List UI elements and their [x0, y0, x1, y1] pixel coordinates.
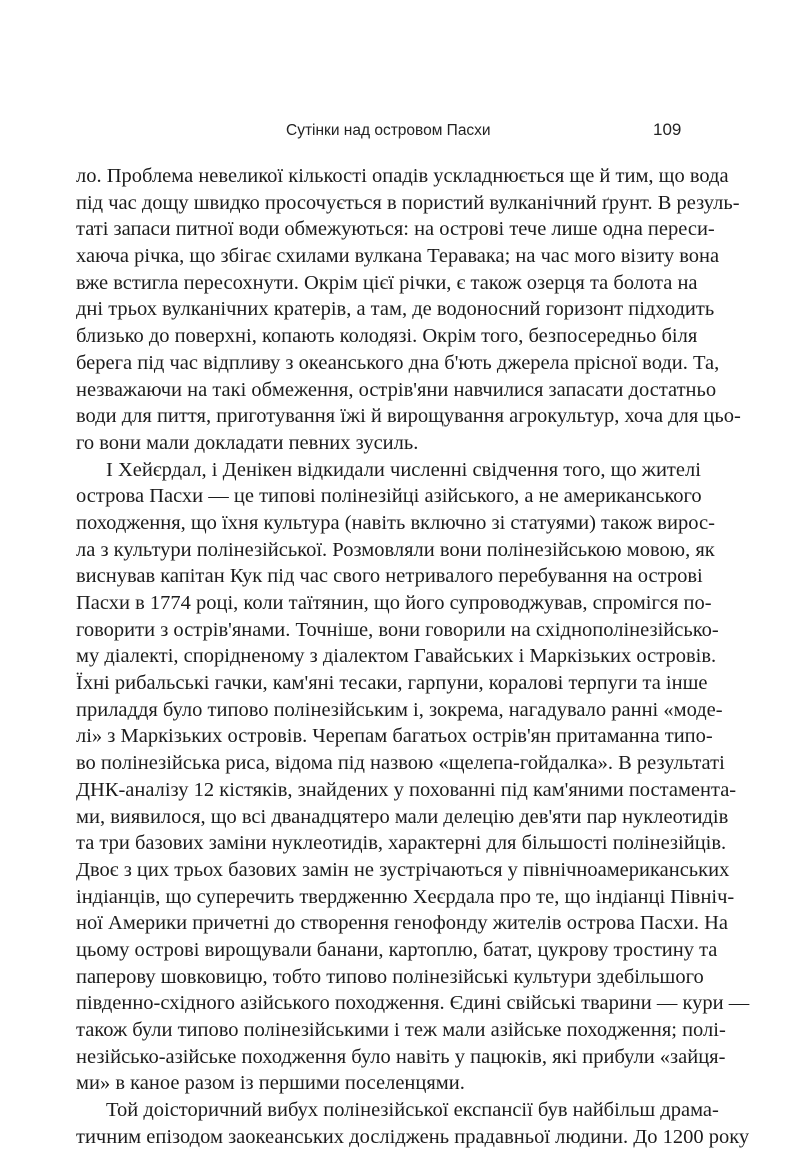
- text-line: дні трьох вулканічних кратерів, а там, де водоносний горизонт підходить: [76, 298, 715, 321]
- text-line: берега під час відпливу з океанського дна б'ють джерела прісної води. Та,: [76, 351, 720, 374]
- text-line: та три базових заміни нуклеотидів, характерні для більшості полінезійців.: [76, 832, 727, 855]
- text-line: острова Пасхи — це типові полінезійці азійського, а не американського: [76, 485, 702, 508]
- text-line: цьому острові вирощували банани, картоплю, батат, цукрову тростину та: [76, 938, 718, 961]
- text-line: лі» з Маркізьких островів. Черепам багатьох острів'ян притаманна типо-: [76, 725, 713, 748]
- text-line: ної Америки причетні до створення генофонду жителів острова Пасхи. На: [76, 912, 729, 935]
- text-line: індіанців, що суперечить твердженню Хеєрдала про те, що індіанці Північ-: [76, 885, 735, 908]
- text-line: го вони мали докладати певних зусиль.: [76, 431, 419, 454]
- text-line: під час дощу швидко просочується в пористий вулканічний ґрунт. В резуль-: [76, 191, 740, 214]
- text-line: І Хейєрдал, і Денікен відкидали численні свідчення того, що жителі: [106, 458, 701, 481]
- text-line: ДНК-аналізу 12 кістяків, знайдених у похованні під кам'яними постамента-: [76, 778, 737, 801]
- running-head: [0, 121, 800, 145]
- text-line: во полінезійська риса, відома під назвою «щелепа-гойдалка». В результаті: [76, 752, 725, 775]
- text-line: південно-східного азійського походження. Єдині свійські тварини — кури —: [76, 992, 750, 1015]
- text-line: походження, що їхня культура (навіть включно зі статуями) також вирос-: [76, 511, 715, 534]
- text-line: му діалекті, спорідненому з діалектом Гавайських і Маркізьких островів.: [76, 645, 717, 668]
- text-line: паперову шовковицю, тобто типово полінезійські культури здебільшого: [76, 965, 704, 988]
- text-line: Пасхи в 1774 році, коли таїтянин, що його супроводжував, спромігся по-: [76, 592, 712, 614]
- text-line: виснував капітан Кук під час свого нетривалого перебування на острові: [76, 565, 703, 588]
- text-line: води для пиття, приготування їжі й вирощування агрокультур, хоча для цьо-: [76, 405, 741, 428]
- text-line: ми» в каное разом із першими поселенцями.: [76, 1072, 465, 1095]
- text-line: також були типово полінезійськими і теж мали азійське походження; полі-: [76, 1019, 726, 1041]
- text-line: незійсько-азійське походження було навіть у пацюків, які прибули «зайця-: [76, 1045, 726, 1068]
- page-number: 109: [653, 120, 682, 139]
- text-line: вже встигла пересохнути. Окрім цієї річки, є також озерця та болота на: [76, 271, 698, 294]
- text-line: Двоє з цих трьох базових замін не зустрічаються у північноамериканських: [76, 858, 730, 881]
- text-line: хаюча річка, що збігає схилами вулкана Теравака; на час мого візиту вона: [76, 245, 720, 268]
- running-title: Сутінки над островом Пасхи: [286, 122, 491, 139]
- text-line: таті запаси питної води обмежуються: на острові тече лише одна переси-: [76, 218, 715, 241]
- text-line: незважаючи на такі обмеження, острів'яни навчилися запасати достатньо: [76, 378, 717, 401]
- text-line: ла з культури полінезійської. Розмовляли вони полінезійською мовою, як: [76, 538, 715, 561]
- text-line: Їхні рибальські гачки, кам'яні тесаки, гарпуни, коралові терпуги та інше: [76, 672, 708, 695]
- text-line: Той доісторичний вибух полінезійської експансії був найбільш драма-: [106, 1099, 719, 1122]
- text-line: ло. Проблема невеликої кількості опадів ускладнюється ще й тим, що вода: [76, 165, 729, 187]
- text-line: приладдя було типово полінезійським і, зокрема, нагадувало ранні «моде-: [76, 698, 723, 721]
- text-line: тичним епізодом заокеанських досліджень прадавньої людини. До 1200 року: [76, 1125, 750, 1148]
- text-line: ми, виявилося, що всі дванадцятеро мали делецію дев'яти пар нуклеотидів: [76, 805, 729, 828]
- text-line: говорити з острів'янами. Точніше, вони говорили на східнополінезійсько-: [76, 618, 719, 641]
- text-line: близько до поверхні, копають колодязі. Окрім того, безпосередньо біля: [76, 325, 698, 348]
- body-text: [76, 163, 750, 1150]
